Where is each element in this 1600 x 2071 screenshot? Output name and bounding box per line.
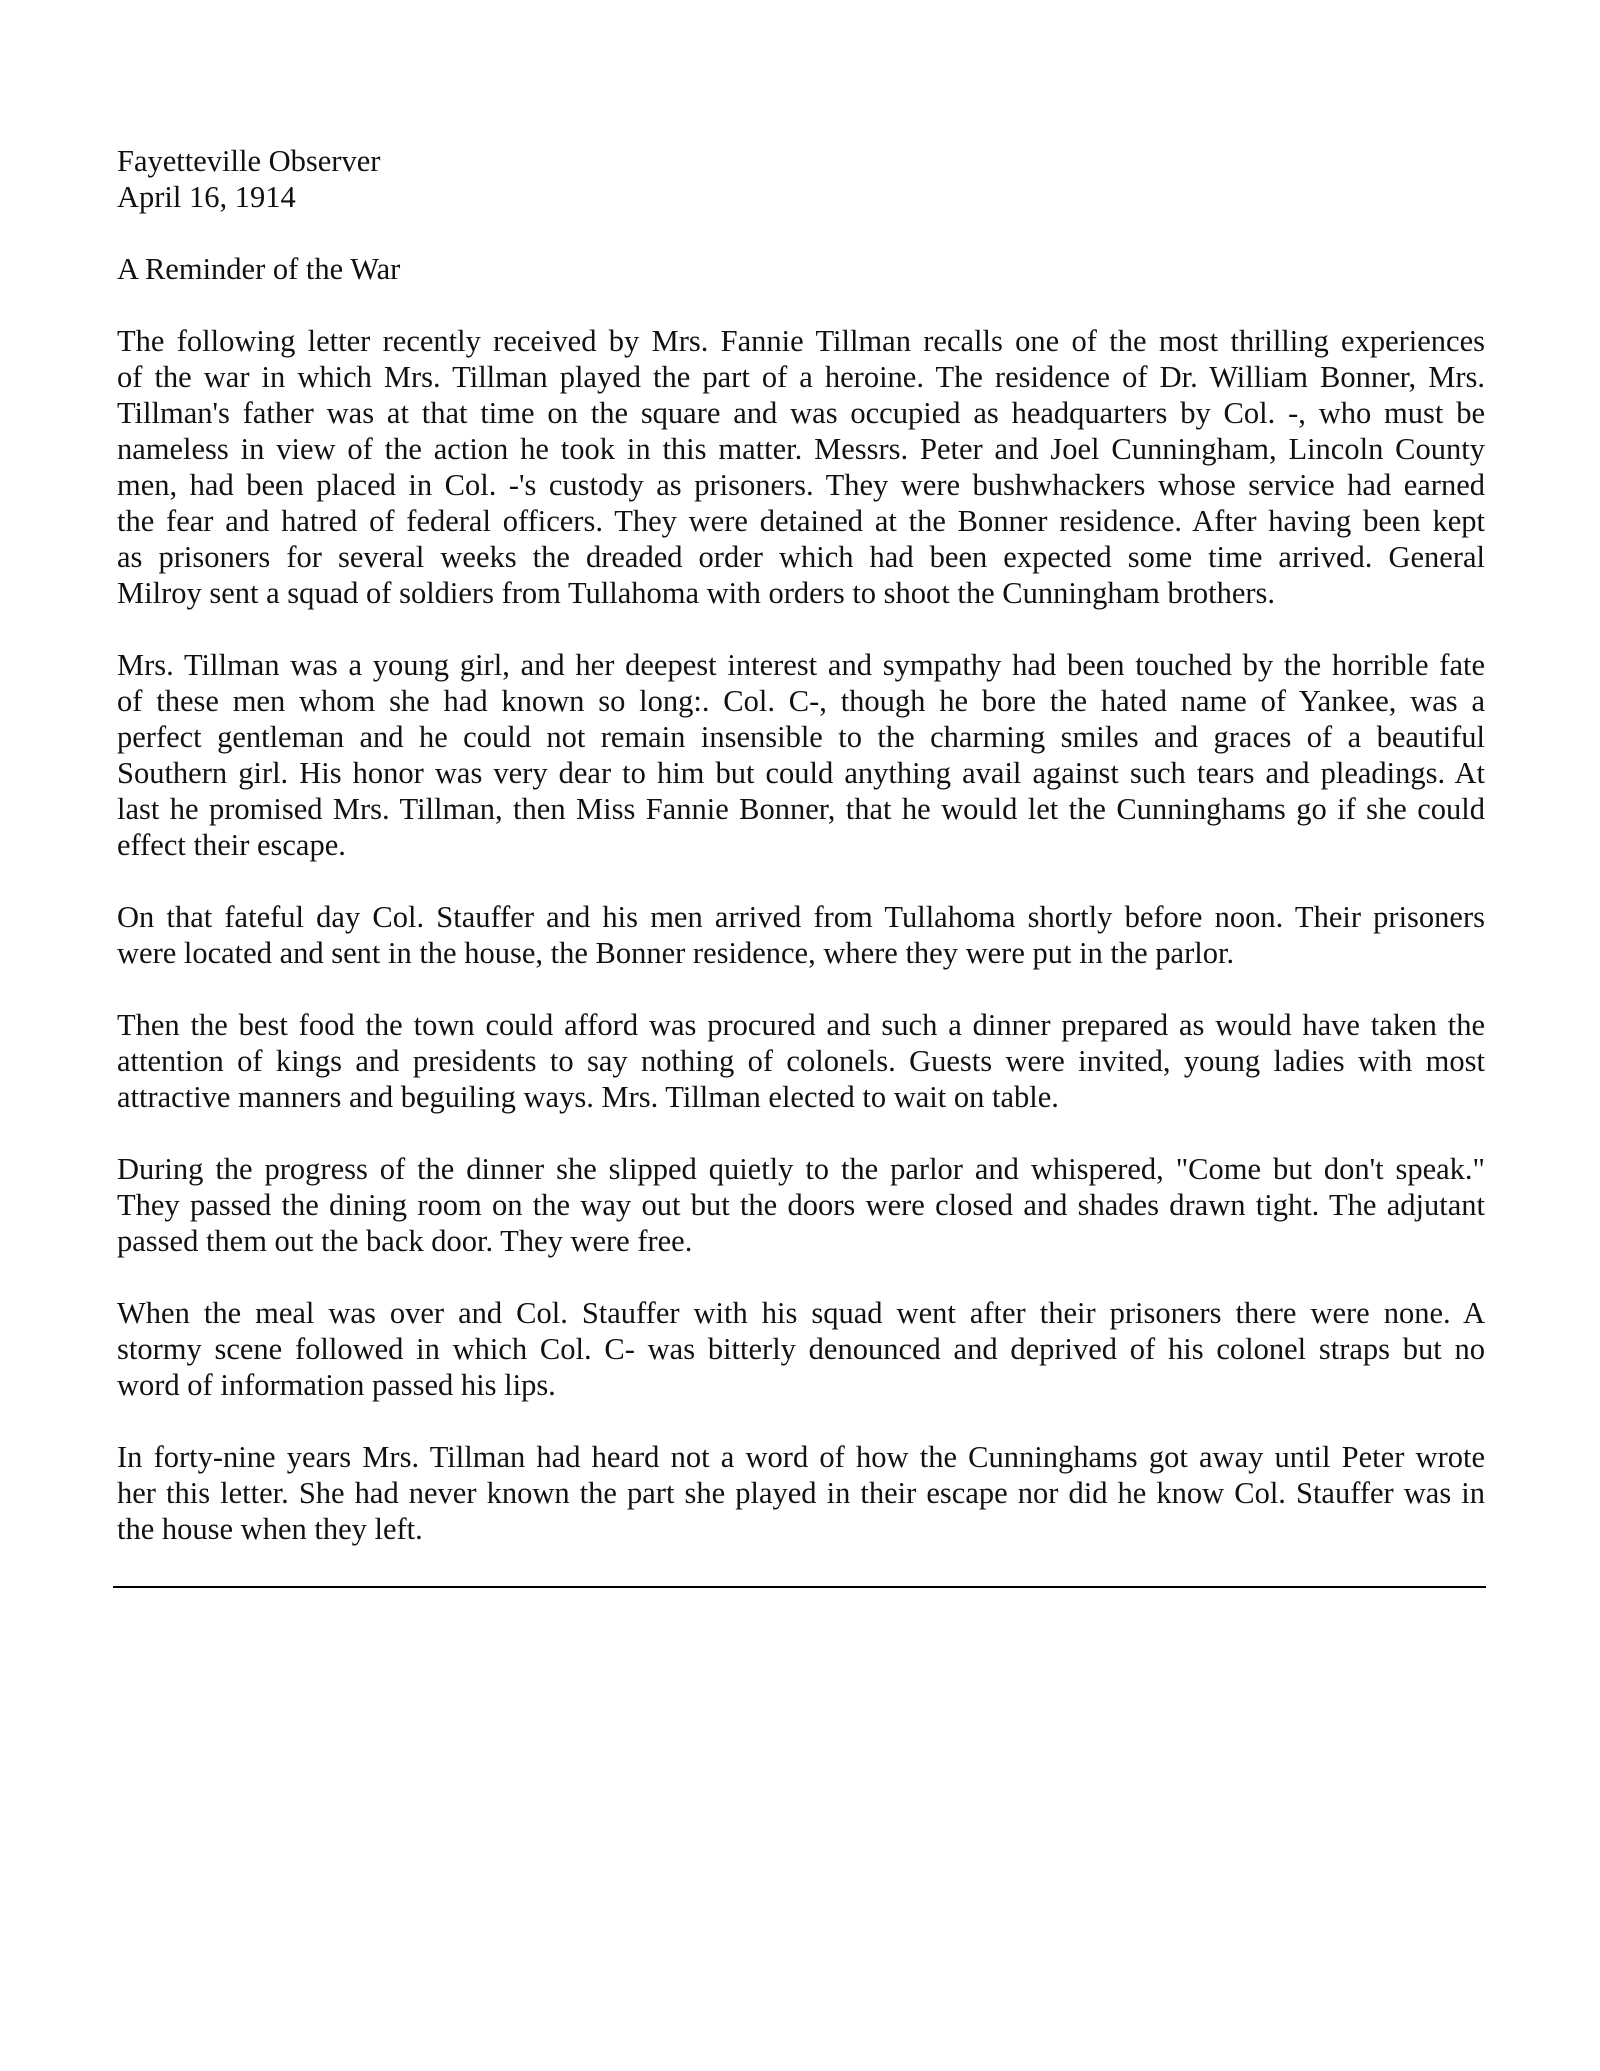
publication-date: April 16, 1914 — [117, 180, 296, 214]
paragraph-line: On that fateful day Col. Stauffer and his men arrived from Tullahoma shortly before noon. Their prisoners — [117, 900, 1485, 934]
horizontal-rule — [113, 1586, 1486, 1588]
paragraph-line: word of information passed his lips. — [117, 1368, 556, 1402]
paragraph-line: attractive manners and beguiling ways. Mrs. Tillman elected to wait on table. — [117, 1080, 1059, 1114]
paragraph-line: Southern girl. His honor was very dear to him but could anything avail against such tears and pleadings. At — [117, 756, 1485, 790]
paragraph-line: They passed the dining room on the way out but the doors were closed and shades drawn tight. The adjutant — [117, 1188, 1485, 1222]
paragraph-line: stormy scene followed in which Col. C- was bitterly denounced and deprived of his colonel straps but no — [117, 1332, 1485, 1366]
paragraph-line: Mrs. Tillman was a young girl, and her deepest interest and sympathy had been touched by the horrible fate — [117, 648, 1485, 682]
paragraph-line: Tillman's father was at that time on the square and was occupied as headquarters by Col. -, who must be — [117, 396, 1485, 430]
paragraph-line: the fear and hatred of federal officers. They were detained at the Bonner residence. After having been kept — [117, 504, 1485, 538]
paragraph-line: perfect gentleman and he could not remain insensible to the charming smiles and graces of a beautiful — [117, 720, 1485, 754]
paragraph-line: last he promised Mrs. Tillman, then Miss Fannie Bonner, that he would let the Cunninghams go if she could — [117, 792, 1485, 826]
paragraph-line: Milroy sent a squad of soldiers from Tullahoma with orders to shoot the Cunningham brothers. — [117, 576, 1276, 610]
paragraph-line: of these men whom she had known so long:. Col. C-, though he bore the hated name of Yankee, was a — [117, 684, 1485, 718]
paragraph-line: passed them out the back door. They were free. — [117, 1224, 693, 1258]
paragraph-line: the house when they left. — [117, 1512, 423, 1546]
paragraph-line: In forty-nine years Mrs. Tillman had heard not a word of how the Cunninghams got away until Peter wrote — [117, 1440, 1485, 1474]
article-title: A Reminder of the War — [117, 252, 401, 286]
paragraph-line: Then the best food the town could afford was procured and such a dinner prepared as would have taken the — [117, 1008, 1485, 1042]
paragraph-line: as prisoners for several weeks the dreaded order which had been expected some time arrived. General — [117, 540, 1485, 574]
publication-name: Fayetteville Observer — [117, 144, 381, 178]
paragraph-line: of the war in which Mrs. Tillman played the part of a heroine. The residence of Dr. William Bonner, Mrs. — [117, 360, 1485, 394]
paragraph-line: nameless in view of the action he took in this matter. Messrs. Peter and Joel Cunningham, Lincoln County — [117, 432, 1485, 466]
paragraph-line: her this letter. She had never known the part she played in their escape nor did he know Col. Stauffer was in — [117, 1476, 1485, 1510]
paragraph-line: men, had been placed in Col. -'s custody as prisoners. They were bushwhackers whose service had earned — [117, 468, 1485, 502]
paragraph-line: attention of kings and presidents to say nothing of colonels. Guests were invited, young ladies with most — [117, 1044, 1485, 1078]
paragraph-line: During the progress of the dinner she slipped quietly to the parlor and whispered, "Come but don't speak." — [117, 1152, 1485, 1186]
paragraph-line: effect their escape. — [117, 828, 346, 862]
paragraph-line: were located and sent in the house, the Bonner residence, where they were put in the parlor. — [117, 936, 1235, 970]
paragraph-line: The following letter recently received by Mrs. Fannie Tillman recalls one of the most thrilling experiences — [117, 324, 1485, 358]
paragraph-line: When the meal was over and Col. Stauffer with his squad went after their prisoners there were none. A — [117, 1296, 1485, 1330]
